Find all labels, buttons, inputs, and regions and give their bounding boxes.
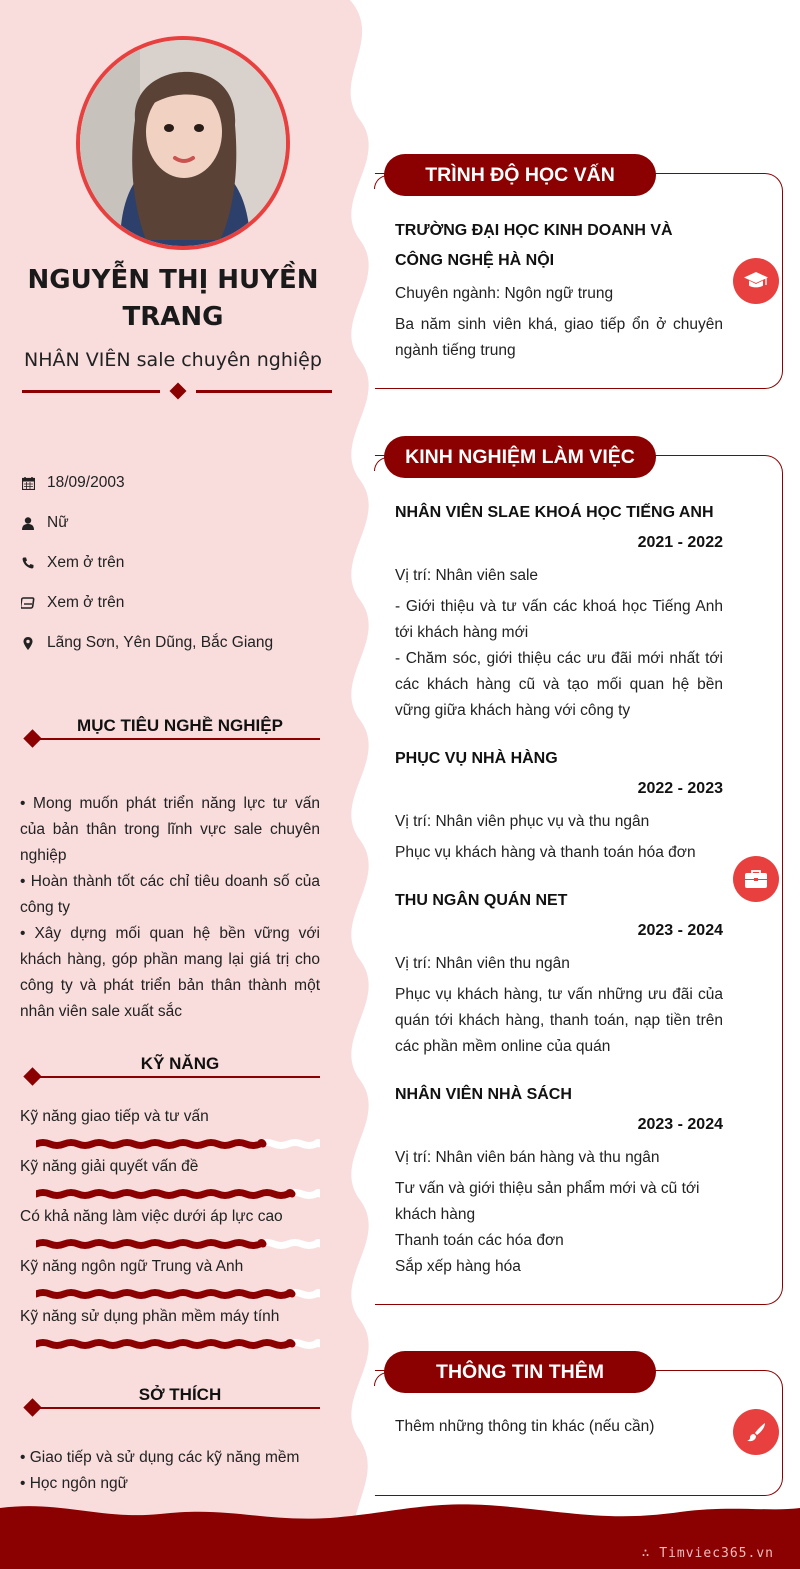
objective-heading	[20, 716, 320, 746]
job-position: Vị trí: Nhân viên sale	[395, 567, 539, 584]
job-period: 2023 - 2024	[637, 922, 723, 939]
job-period: 2022 - 2023	[637, 780, 723, 797]
job-detail-line: - Chăm sóc, giới thiệu các ưu đãi mới nhất tới các khách hàng cũ và tạo mối quan hệ bền vững giữa khách hàng với công ty	[395, 650, 723, 719]
job-position: Vị trí: Nhân viên phục vụ và thu ngân	[395, 813, 650, 830]
skill-bar	[36, 1238, 320, 1250]
phone-text: Xem ở trên	[47, 554, 125, 571]
heading-underline	[34, 738, 320, 740]
job-title: THU NGÂN QUÁN NET	[395, 892, 568, 909]
job-period: 2023 - 2024	[637, 1116, 723, 1133]
hobby-line: • Học ngôn ngữ	[20, 1475, 129, 1492]
skill-bar-fill	[36, 1293, 292, 1296]
skill-bar-fill	[36, 1143, 263, 1146]
email-text: Xem ở trên	[47, 594, 125, 611]
watermark: ∴ Timviec365.vn	[641, 1546, 774, 1561]
job-detail-line: Tư vấn và giới thiệu sản phẩm mới và cũ tới khách hàng	[395, 1180, 700, 1223]
email-icon	[20, 595, 36, 611]
skills-title: KỸ NĂNG	[140, 1054, 220, 1073]
objective-line: • Xây dựng mối quan hệ bền vững với khách hàng, góp phần mang lại giá trị cho công ty và phát triển bản thân thành một nhân viên sale xuất sắc	[20, 925, 320, 1020]
job-title: PHỤC VỤ NHÀ HÀNG	[395, 750, 558, 767]
objective-title: MỤC TIÊU NGHỀ NGHIỆP	[77, 716, 283, 735]
gender-text: Nữ	[47, 514, 69, 531]
job-title: NHÂN VIÊN sale chuyên nghiệp	[24, 349, 322, 371]
skill-bar	[36, 1138, 320, 1150]
contact-birthday	[20, 471, 340, 495]
job-details	[395, 1176, 723, 1280]
address-text: Lãng Sơn, Yên Dũng, Bắc Giang	[47, 634, 274, 651]
extra-heading: THÔNG TIN THÊM	[384, 1351, 656, 1393]
avatar	[76, 36, 290, 250]
skill-bar-fill	[36, 1343, 292, 1346]
skill-bar	[36, 1288, 320, 1300]
school-name: TRƯỜNG ĐẠI HỌC KINH DOANH VÀ CÔNG NGHỆ HÀ NỘI	[395, 222, 673, 269]
candidate-name: NGUYỄN THỊ HUYỀN TRANG	[27, 265, 319, 332]
briefcase-icon	[733, 856, 779, 902]
job-details	[395, 982, 723, 1060]
job-detail-line: Sắp xếp hàng hóa	[395, 1258, 521, 1275]
job-title: NHÂN VIÊN NHÀ SÁCH	[395, 1086, 572, 1103]
job-period: 2021 - 2022	[637, 534, 723, 551]
contact-email	[20, 591, 340, 615]
contact-phone	[20, 551, 340, 575]
skill-label: Kỹ năng ngôn ngữ Trung và Anh	[20, 1258, 244, 1275]
job-title: NHÂN VIÊN SLAE KHOÁ HỌC TIẾNG ANH	[395, 504, 714, 521]
job-detail-line: Phục vụ khách hàng và thanh toán hóa đơn	[395, 844, 696, 861]
job-details	[395, 594, 723, 724]
objective-text	[20, 791, 320, 1025]
skill-bar-fill	[36, 1193, 292, 1196]
skill-bar	[36, 1188, 320, 1200]
skill-label: Kỹ năng giải quyết vấn đề	[20, 1158, 199, 1175]
contact-gender	[20, 511, 340, 535]
education-description: Ba năm sinh viên khá, giao tiếp ổn ở chuyên ngành tiếng trung	[395, 316, 723, 359]
heading-underline	[34, 1407, 320, 1409]
user-icon	[20, 515, 36, 531]
education-heading: TRÌNH ĐỘ HỌC VẤN	[384, 154, 656, 196]
skill-bar-fill	[36, 1243, 263, 1246]
skills-heading	[20, 1054, 320, 1084]
job-detail-line: - Giới thiệu và tư vấn các khoá học Tiếng Anh tới khách hàng mới	[395, 598, 723, 641]
divider	[196, 390, 332, 393]
job-details	[395, 840, 723, 866]
location-icon	[20, 635, 36, 651]
heading-underline	[34, 1076, 320, 1078]
divider	[22, 390, 160, 393]
brush-icon	[733, 1409, 779, 1455]
hobbies-heading	[20, 1385, 320, 1415]
hobbies-text	[20, 1445, 320, 1497]
calendar-icon	[20, 475, 36, 491]
skill-label: Kỹ năng sử dụng phần mềm máy tính	[20, 1308, 280, 1325]
job-position: Vị trí: Nhân viên thu ngân	[395, 955, 570, 972]
contact-address	[20, 631, 340, 655]
birthday-text: 18/09/2003	[47, 474, 125, 491]
skill-label: Kỹ năng giao tiếp và tư vấn	[20, 1108, 209, 1125]
education-major: Chuyên ngành: Ngôn ngữ trung	[395, 285, 614, 302]
experience-heading: KINH NGHIỆM LÀM VIỆC	[384, 436, 656, 478]
job-detail-line: Phục vụ khách hàng, tư vấn những ưu đãi của quán tới khách hàng, thanh toán, nạp tiền trên các phần mềm online của quán	[395, 986, 723, 1055]
skill-label: Có khả năng làm việc dưới áp lực cao	[20, 1208, 283, 1225]
skill-bar	[36, 1338, 320, 1350]
hobbies-title: SỞ THÍCH	[138, 1385, 222, 1404]
graduation-cap-icon	[733, 258, 779, 304]
objective-line: • Hoàn thành tốt các chỉ tiêu doanh số của công ty	[20, 873, 320, 916]
job-detail-line: Thanh toán các hóa đơn	[395, 1232, 564, 1249]
extra-text: Thêm những thông tin khác (nếu cần)	[395, 1418, 655, 1435]
objective-line: • Mong muốn phát triển năng lực tư vấn của bản thân trong lĩnh vực sale chuyên nghiệp	[20, 795, 320, 864]
job-position: Vị trí: Nhân viên bán hàng và thu ngân	[395, 1149, 660, 1166]
hobby-line: • Giao tiếp và sử dụng các kỹ năng mềm	[20, 1449, 300, 1466]
phone-icon	[20, 555, 36, 571]
